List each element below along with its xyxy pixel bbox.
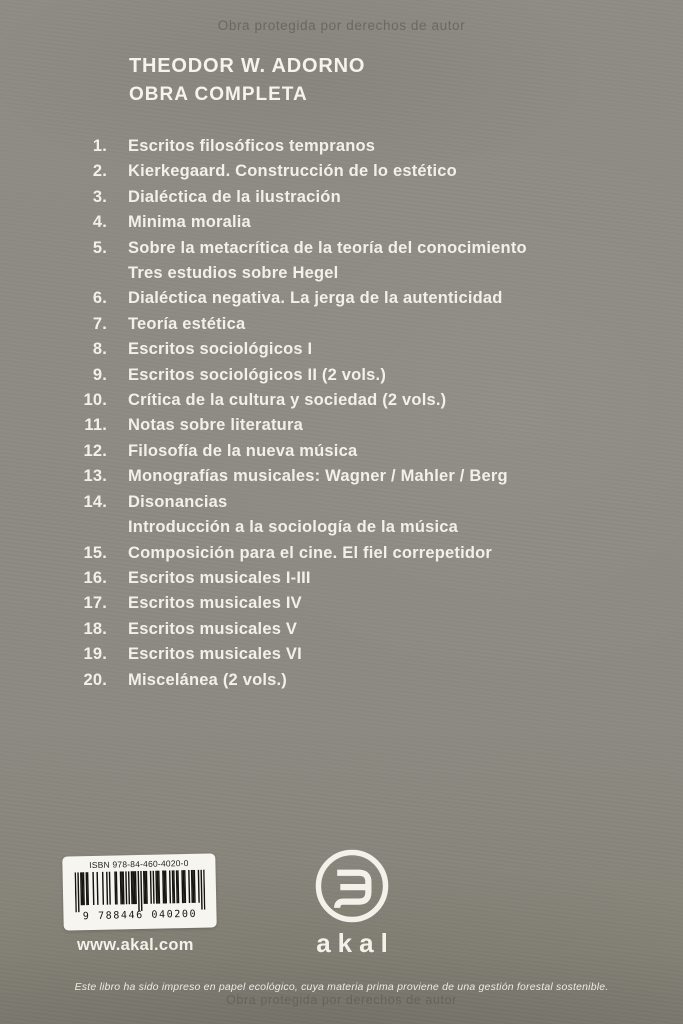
work-item <box>60 210 667 235</box>
work-item <box>60 490 667 541</box>
work-subtitle: Tres estudios sobre Hegel <box>128 264 339 283</box>
work-number: 2. <box>92 162 107 181</box>
work-titles <box>128 490 458 541</box>
work-number: 6. <box>92 289 107 308</box>
work-titles <box>128 312 245 337</box>
work-number: 5. <box>92 238 107 257</box>
work-titles <box>128 363 386 388</box>
work-title: Escritos musicales VI <box>128 645 302 664</box>
publisher-logo <box>306 846 398 959</box>
work-titles <box>128 388 446 413</box>
work-title: Disonancias <box>128 492 228 511</box>
work-item <box>60 159 667 184</box>
work-titles <box>128 591 302 616</box>
work-item <box>60 617 667 642</box>
work-title: Dialéctica de la ilustración <box>128 187 341 206</box>
work-title: Escritos sociológicos I <box>128 340 313 359</box>
work-title: Composición para el cine. El fiel correpetidor <box>128 543 493 562</box>
work-item <box>60 312 667 337</box>
work-title: Miscelánea (2 vols.) <box>128 670 287 689</box>
work-item <box>60 388 667 413</box>
series-title: OBRA COMPLETA <box>129 84 308 105</box>
work-item <box>60 134 667 159</box>
work-number: 20. <box>83 670 107 689</box>
work-title: Escritos musicales I-III <box>128 568 311 587</box>
isbn-text: ISBN 978-84-460-4020-0 <box>89 857 189 871</box>
work-number: 9. <box>92 365 107 384</box>
work-item <box>60 413 667 438</box>
publisher-wordmark: akal <box>316 928 395 958</box>
work-title: Filosofía de la nueva música <box>128 441 358 460</box>
work-item <box>60 566 667 591</box>
work-titles <box>128 413 303 438</box>
work-titles <box>128 337 312 362</box>
work-title: Dialéctica negativa. La jerga de la autenticidad <box>128 289 503 308</box>
work-number: 4. <box>92 213 107 232</box>
work-item <box>60 337 667 362</box>
publisher-website: www.akal.com <box>77 936 194 954</box>
work-title: Minima moralia <box>128 213 251 232</box>
work-item <box>60 668 667 693</box>
copyright-watermark-bottom: Obra protegida por derechos de autor <box>226 993 457 1007</box>
work-titles <box>128 464 508 489</box>
work-subtitle: Introducción a la sociología de la música <box>128 518 459 537</box>
work-number: 15. <box>83 543 107 562</box>
work-title: Crítica de la cultura y sociedad (2 vols.) <box>128 391 447 410</box>
work-titles <box>128 185 341 210</box>
work-number: 14. <box>83 492 107 511</box>
author-name: THEODOR W. ADORNO <box>129 55 366 77</box>
work-number: 12. <box>83 441 107 460</box>
work-title: Kierkegaard. Construcción de lo estético <box>128 162 457 181</box>
work-titles <box>128 642 302 667</box>
work-titles <box>128 286 503 311</box>
work-item <box>60 642 667 667</box>
work-number: 1. <box>92 137 107 155</box>
copyright-watermark-top: Obra protegida por derechos de autor <box>217 18 466 33</box>
work-item <box>60 185 667 210</box>
work-number: 19. <box>83 645 107 664</box>
work-number: 18. <box>83 619 107 638</box>
work-item <box>60 439 667 464</box>
work-item <box>60 236 667 287</box>
work-titles <box>128 439 357 464</box>
work-title: Sobre la metacrítica de la teoría del conocimiento <box>128 238 527 257</box>
work-item <box>60 464 667 489</box>
work-title: Monografías musicales: Wagner / Mahler / Berg <box>128 467 508 486</box>
work-title: Escritos musicales IV <box>128 594 302 613</box>
work-number: 17. <box>83 594 107 613</box>
work-number: 8. <box>92 340 107 359</box>
akal-logo-icon <box>313 846 391 926</box>
works-list <box>60 134 667 693</box>
work-titles <box>128 159 457 184</box>
work-title: Notas sobre literatura <box>128 416 303 435</box>
work-title: Escritos musicales V <box>128 619 298 638</box>
work-title: Escritos sociológicos II (2 vols.) <box>128 365 387 384</box>
cover-header <box>129 55 365 106</box>
work-titles <box>128 566 311 591</box>
work-titles <box>128 541 492 566</box>
work-titles <box>128 617 297 642</box>
work-number: 11. <box>84 416 107 435</box>
work-titles <box>128 210 251 235</box>
work-item <box>60 591 667 616</box>
work-item <box>60 541 667 566</box>
work-titles <box>128 668 287 693</box>
work-number: 16. <box>83 568 107 587</box>
work-number: 3. <box>92 187 107 206</box>
isbn-barcode-label <box>62 853 217 930</box>
work-item <box>60 363 667 388</box>
barcode-digits: 9 788446 040200 <box>82 908 198 923</box>
eco-note: Este libro ha sido impreso en papel ecológico, cuya materia prima proviene de una gestión forestal sostenible. <box>74 981 609 993</box>
work-number: 10. <box>83 391 107 410</box>
work-number: 7. <box>92 314 107 333</box>
work-item <box>60 286 667 311</box>
work-titles <box>128 134 375 159</box>
work-title: Escritos filosóficos tempranos <box>128 137 376 155</box>
work-number: 13. <box>83 467 107 486</box>
barcode-icon <box>74 870 205 913</box>
work-titles <box>128 236 527 287</box>
work-title: Teoría estética <box>128 314 246 333</box>
